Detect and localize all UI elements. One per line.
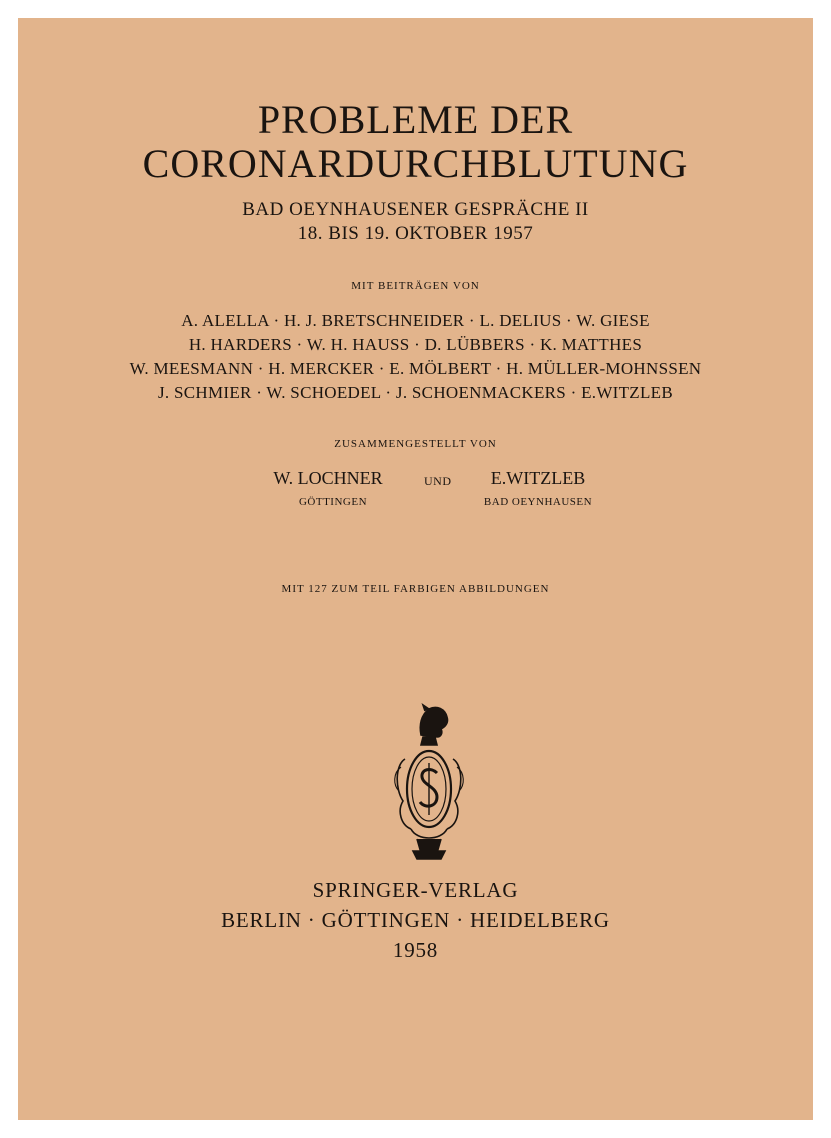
book-title-line-2: CORONARDURCHBLUTUNG	[142, 141, 689, 186]
contributors-line: J. SCHMIER · W. SCHOEDEL · J. SCHOENMACKERS · E.WITZLEB	[157, 383, 674, 402]
contributors-heading: MIT BEITRÄGEN VON	[351, 280, 480, 292]
editor-2-city: BAD OEYNHAUSEN	[483, 496, 593, 508]
contributors-line: W. MEESMANN · H. MERCKER · E. MÖLBERT · H. MÜLLER-MOHNSSEN	[129, 359, 702, 378]
publisher-name: SPRINGER-VERLAG	[312, 878, 519, 902]
contributors-line: H. HARDERS · W. H. HAUSS · D. LÜBBERS · K. MATTHES	[188, 335, 643, 354]
editor-1-name: W. LOCHNER	[273, 468, 383, 488]
illustrations-note: MIT 127 ZUM TEIL FARBIGEN ABBILDUNGEN	[281, 583, 550, 595]
editor-1-city: GÖTTINGEN	[298, 496, 368, 508]
title-page	[18, 18, 813, 1120]
publication-year: 1958	[392, 938, 439, 962]
editors-heading: ZUSAMMENGESTELLT VON	[334, 438, 497, 450]
book-title-line-1: PROBLEME DER	[257, 97, 574, 142]
editors-conjunction: UND	[424, 474, 452, 488]
publisher-cities: BERLIN · GÖTTINGEN · HEIDELBERG	[221, 908, 610, 932]
contributors-line: A. ALELLA · H. J. BRETSCHNEIDER · L. DELIUS · W. GIESE	[181, 311, 650, 330]
editor-2-name: E.WITZLEB	[490, 468, 586, 488]
series-subtitle: BAD OEYNHAUSENER GESPRÄCHE II	[242, 199, 589, 220]
springer-knight-logo-icon	[391, 701, 467, 863]
conference-dates: 18. BIS 19. OKTOBER 1957	[297, 223, 534, 244]
